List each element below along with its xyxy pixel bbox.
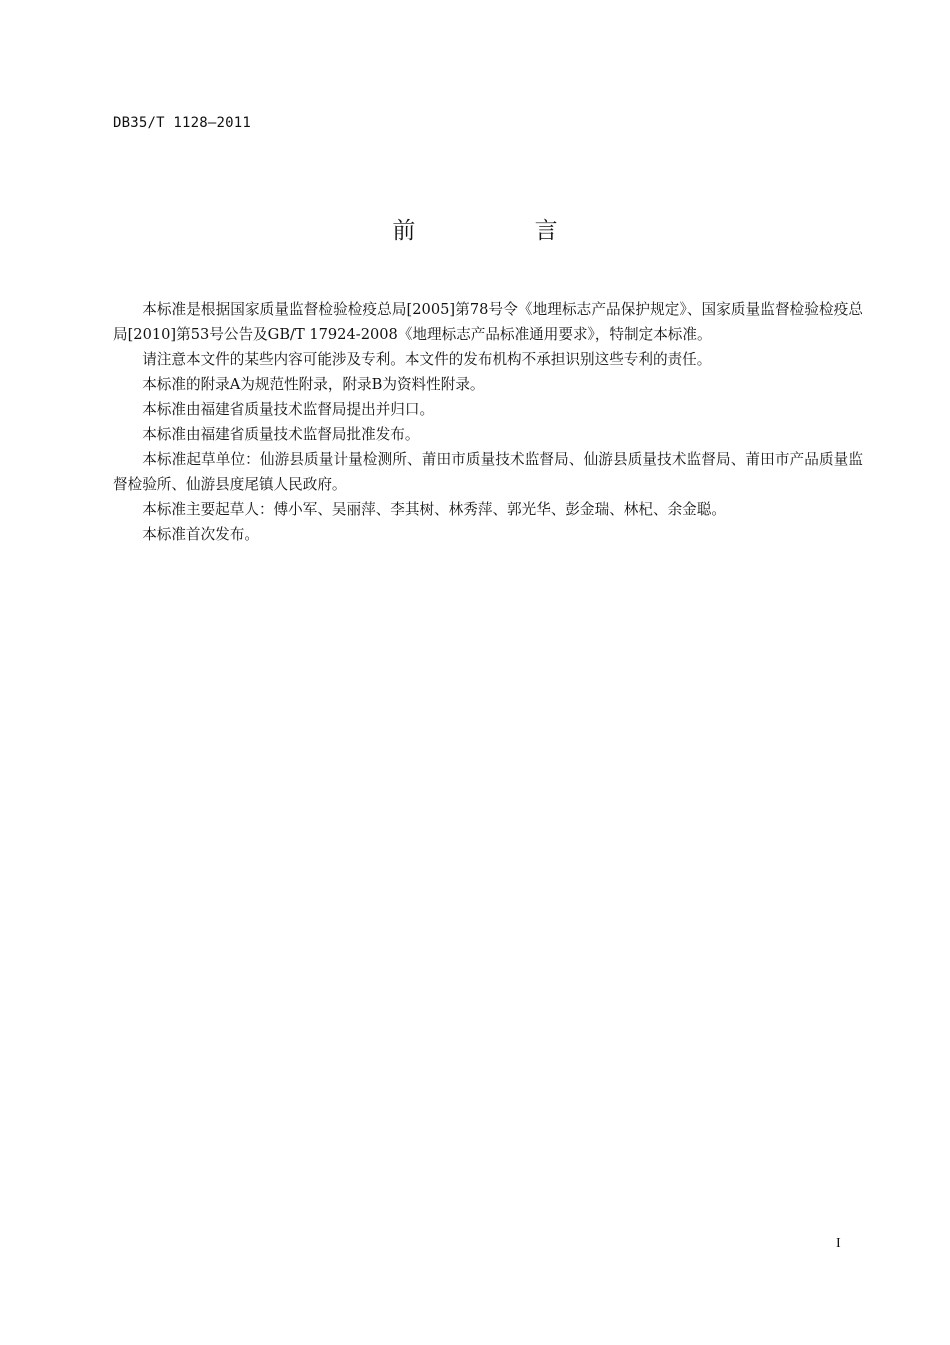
paragraph-appendix: 本标准的附录A为规范性附录，附录B为资料性附录。: [142, 376, 485, 393]
paragraph-proposer: 本标准由福建省质量技术监督局提出并归口。: [142, 401, 435, 418]
paragraph-patent-notice: 请注意本文件的某些内容可能涉及专利。本文件的发布机构不承担识别这些专利的责任。: [142, 351, 712, 368]
paragraph-drafting-units: 本标准起草单位：仙游县质量计量检测所、莆田市质量技术监督局、仙游县质量技术监督局、莆田市产品质量监督检验所、仙游县度尾镇人民政府。: [113, 451, 863, 493]
paragraph-basis: 本标准是根据国家质量监督检验检疫总局[2005]第78号令《地理标志产品保护规定》、国家质量监督检验检疫总局[2010]第53号公告及GB/T 17924-2008《地理标志产品标准通用要求》，特制定本标准。: [113, 301, 863, 343]
paragraph-drafters: 本标准主要起草人：傅小军、吴丽萍、李其树、林秀萍、郭光华、彭金瑞、林杞、余金聪。: [142, 501, 726, 518]
paragraph-approver: 本标准由福建省质量技术监督局批准发布。: [142, 426, 420, 443]
page-number: I: [836, 1236, 841, 1251]
standard-code: DB35/T 1128—2011: [113, 115, 252, 131]
paragraph-first-release: 本标准首次发布。: [142, 526, 259, 543]
foreword-body: [113, 297, 863, 547]
page-title: 前 言: [392, 218, 614, 244]
